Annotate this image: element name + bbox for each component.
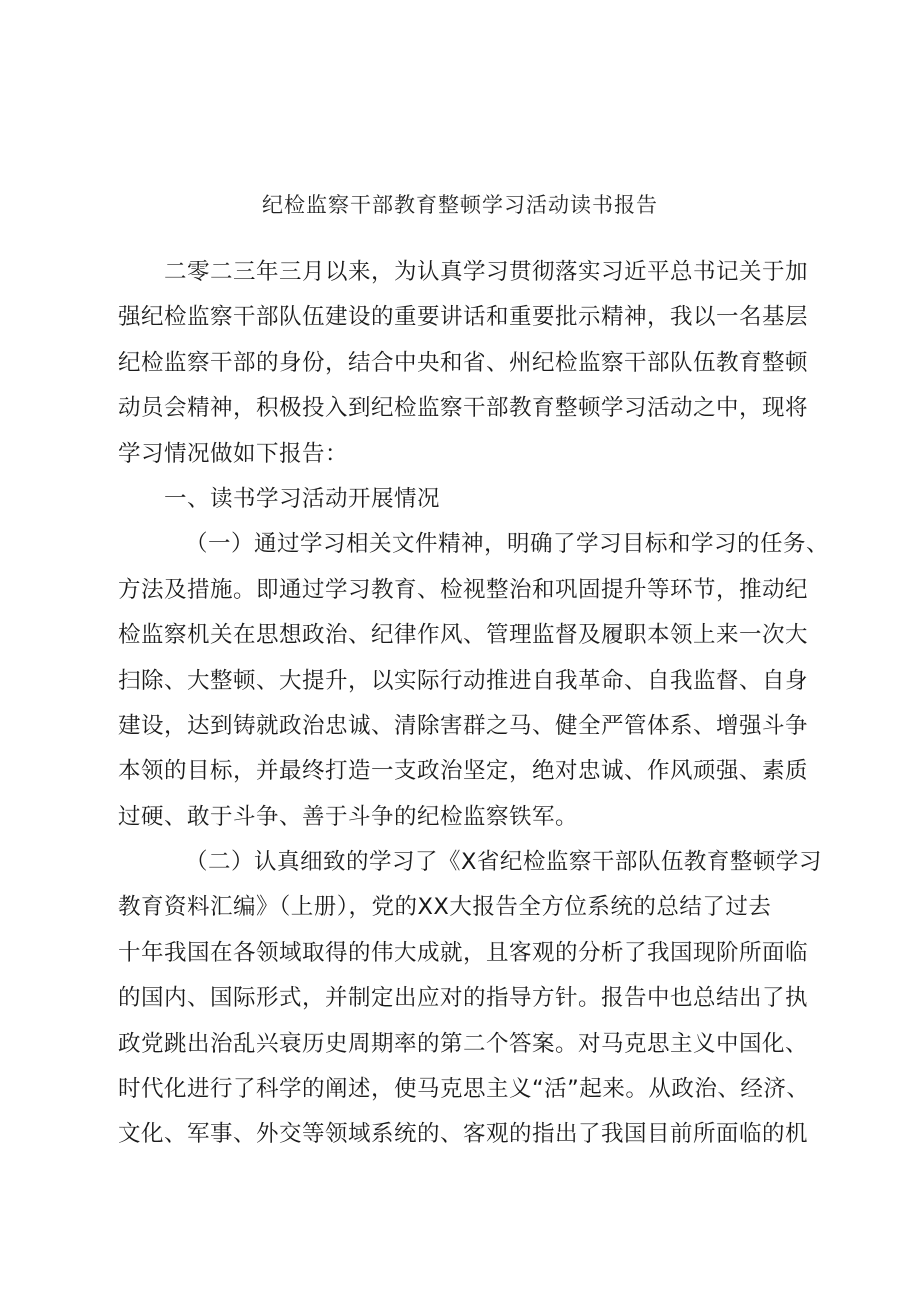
paragraph-line: 强纪检监察干部队伍建设的重要讲话和重要批示精神，我以一名基层: [118, 304, 809, 331]
paragraph-line: 过硬、敢于斗争、善于斗争的纪检监察铁军。: [118, 803, 579, 830]
paragraph-line: 方法及措施。即通过学习教育、检视整治和巩固提升等环节，推动纪: [118, 576, 809, 603]
paragraph-line: 建设，达到铸就政治忠诚、清除害群之马、健全严管体系、增强斗争: [118, 712, 809, 739]
document-title: 纪检监察干部教育整顿学习活动读书报告: [262, 193, 658, 217]
paragraph-line: 政党跳出治乱兴衰历史周期率的第二个答案。对马克思主义中国化、: [118, 1030, 809, 1057]
paragraph-line: 的国内、国际形式，并制定出应对的指导方针。报告中也总结出了执: [118, 985, 809, 1012]
paragraph-line: （二）认真细致的学习了《X省纪检监察干部队伍教育整顿学习: [185, 849, 822, 876]
paragraph-line: 本领的目标，并最终打造一支政治坚定，绝对忠诚、作风顽强、素质: [118, 758, 809, 785]
paragraph-line: 文化、军事、外交等领域系统的、客观的指出了我国目前所面临的机: [118, 1121, 809, 1148]
paragraph-line: 二零二三年三月以来，为认真学习贯彻落实习近平总书记关于加: [164, 259, 809, 285]
section-heading: 一、读书学习活动开展情况: [164, 485, 441, 512]
document-body: [118, 250, 830, 1158]
paragraph-line: 检监察机关在思想政治、纪律作风、管理监督及履职本领上来一次大: [118, 622, 809, 649]
paragraph-line: 扫除、大整顿、大提升，以实际行动推进自我革命、自我监督、自身: [118, 667, 809, 694]
paragraph-line: 学习情况做如下报告：: [118, 440, 349, 467]
paragraph-line: 动员会精神，积极投入到纪检监察干部教育整顿学习活动之中，现将: [118, 395, 809, 422]
paragraph-line: 纪检监察干部的身份，结合中央和省、州纪检监察干部队伍教育整顿: [118, 349, 809, 376]
paragraph-line: （一）通过学习相关文件精神，明确了学习目标和学习的任务、: [185, 531, 830, 558]
paragraph-line: 十年我国在各领域取得的伟大成就，且客观的分析了我国现阶所面临: [118, 939, 809, 966]
paragraph-line: 时代化进行了科学的阐述，使马克思主义“活”起来。从政治、经济、: [118, 1076, 810, 1103]
paragraph-line: 教育资料汇编》（上册），党的XX大报告全方位系统的总结了过去: [118, 894, 772, 921]
